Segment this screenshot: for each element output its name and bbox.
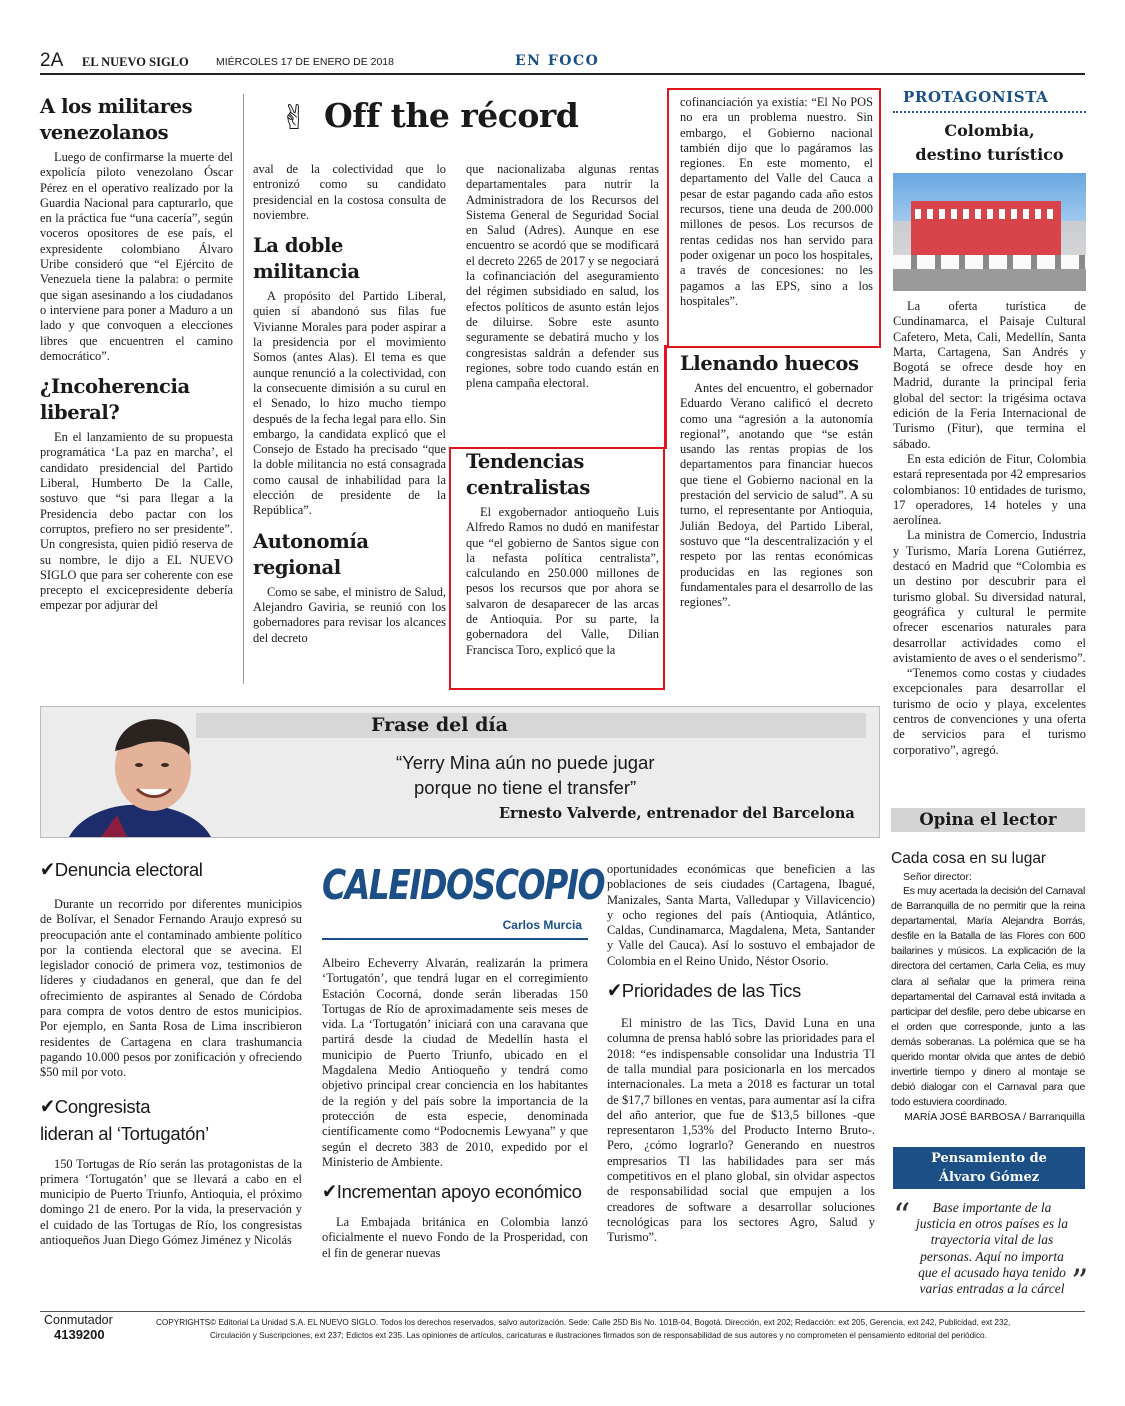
issue-date: MIÉRCOLES 17 DE ENERO DE 2018 [216,56,394,68]
pensamiento-label-1: Pensamiento de [931,1151,1047,1166]
highlight-connector [664,345,667,449]
caleidoscopio-logo [322,860,605,944]
headline-incoherencia: ¿Incoherencia liberal? [40,375,190,425]
header-rule [40,73,1085,75]
opina-signature: MARÍA JOSÉ BARBOSA / Barranquilla [904,1111,1085,1124]
caleidoscopio-title: CALEIDOSCOPIO [322,860,605,909]
column-4 [680,95,873,309]
column-1 [40,94,233,614]
section-name: EN FOCO [515,53,600,69]
caleidoscopio-author: Carlos Murcia [502,918,582,932]
body-doble-militancia: A propósito del Partido Liberal, quien sí abandonó sus filas fue Vivianne Morales para poder aspirar a la presidencia por el movimiento Somos (antes Alas). El tema es que aunque renunció a la colectividad, con la consecuente dimisión a su curul en el Senado, lo hizo mucho tiempo después de la fecha legal para ello. Sin embargo, la candidata explicó que el Consejo de Estado ha precisado “que la doble militancia no está consagrada como causal de inhabilidad para la elección de presidente de la República”. [253,289,446,518]
body-tendencias: El exgobernador antioqueño Luis Alfredo Ramos no dudó en manifestar que “el gobierno de Santos sigue con la nefasta política centralista”, calculando en 250.000 millones de pesos los recursos que por ahora se salvaron de desaparecer de las arcas de Antioquia. Por su parte, la gobernadora del Valle, Dilian Francisca Toro, explicó que la [466,505,659,657]
quote-author: Ernesto Valverde, entrenador del Barcelona [499,805,855,822]
body-llenando-huecos: Antes del encuentro, el gobernador Eduardo Verano calificó el decreto como una “agresión a la autonomía regional”, anotando que “se están usando las rentas propias de los departamentos para financiar huecos que tiene el Gobierno nacional en la prestación del servicio de salud”. A su turno, el representante por Antioquia, Julián Bedoya, del Partido Liberal, sostuvo que “la descentralización y el respeto por las rentas económicas producidas en las regiones son fundamentales para el desarrollo de las regiones”. [680,381,874,610]
protagonista-body: La oferta turística de Cundinamarca, el Paisaje Cultural Cafetero, Meta, Cali, Medellín, Santa Marta, Cartagena, San Andrés y Bogotá se ofrece desde hoy en Madrid, durante la principal feria global del sector: la trigésima octava edición de la Feria Internacional de Turismo (Fitur), que termina el sábado. En esta edición de Fitur, Colombia estará representada por 42 empresarios colombianos: 10 entidades de turismo, 17 operadores, 14 hoteles y una aerolínea. La ministra de Comercio, Industria y Turismo, María Lorena Gutiérrez, destacó en Madrid que “Colombia es un destino por descubrir para el turismo global. Su diversidad natural, geográfica y cultural le permite ofrecer escenarios naturales para desarrollar actividades como el avistamiento de aves o el senderismo”. “Tenemos como costas y ciudades excepcionales para desarrollar el turismo de ocio y playa, excelentes centros de convenciones y una oferta de servicios para el turismo corporativo”, agregó. [893,299,1086,757]
body-apoyo: La Embajada británica en Colombia lanzó oficialmente el nuevo Fondo de la Prosperidad, con el fin de generar nuevas [322,1215,588,1260]
headline-autonomia: Autonomía regional [253,529,369,579]
opina-title: Cada cosa en su lugar [891,850,1047,867]
column-2 [253,162,446,646]
body-militares: Luego de confirmarse la muerte del expolicía piloto venezolano Óscar Pérez en el operativo realizado por la Guardia Nacional para capturarlo, que en la práctica fue “una cacería”, según voceros opositores de ese país, el expresidente colombiano Álvaro Uribe consideró que “el Ejército de Venezuela tiene la palabra: o permite que sigan asesinando a los ciudadanos o interviene para poner a Maduro a un lado y que convoquen a elecciones libres que encuentren el camino democrático”. [40,150,233,363]
check-icon: ✔ [607,978,622,1003]
fitur-photo [893,173,1086,291]
page-number: 2A [40,50,64,71]
headline-doble-militancia: La doble militancia [253,234,360,284]
body-cofinanciacion: cofinanciación ya existía: “El No POS no era un problema nuestro. Sin embargo, el Gobierno nacional también dijo que lo pagáramos las regiones. En este momento, el departamento del Valle del Cauca a pesar de estar pagando cada año estos recursos, tiene una deuda de 200.000 millones de pesos. Los recursos de rentas cedidas nos han servido para poder oxigenar un poco los hospitales, a través de concesiones: no les pagamos a las EPS, sino a los hospitales”. [680,95,873,308]
opina-label-box [891,808,1085,832]
pensamiento-label-2: Álvaro Gómez [938,1170,1040,1185]
protagonista-title: Colombia, destino turístico [915,121,1064,164]
copyright-line-1: COPYRIGHTS© Editorial La Unidad S.A. EL NUEVO SIGLO. Todos los derechos reservados, salvo autorización. Sede: Calle 25D Bis No. 101B-04, Bogotá. Dirección, ext 202; Redacción: ext 205, Gerencia, ext 242, Publicidad, ext 232, [156,1318,1011,1327]
headline-congresista: ✔Congresista [40,1093,151,1118]
column-4b [680,351,873,610]
headline-tortugaton: lideran al ‘Tortugatón’ [40,1122,209,1144]
cal-column-3 [607,862,875,1246]
headline-llenando-huecos: Llenando huecos [680,352,859,375]
footer-rule [40,1311,1085,1312]
body-tortugaton: 150 Tortugas de Río serán las protagonistas de la primera ‘Tortugatón’ que se llevará a cabo en el municipio de Puerto Triunfo, Antioquia, el próximo domingo 21 de enero. Por la vida, la preservación y el cuidado de las Tortugas de Río, los congresistas antioqueños Juan Diego Gómez Jiménez y Nicolás [40,1156,302,1248]
column-divider [243,94,244,684]
body-tics: El ministro de las Tics, David Luna en una columna de prensa habló sobre las prioridades para el 2018: “es indispensable consolidar una Industria TI de talla mundial para posicionarla en los mercados internacionales. La meta a 2018 es facturar un total de $17,7 billones en ventas, para aumentar así la cifra del año anterior, que fue de $13,5 billones -que representaron 1,53% del Producto Interno Bruto-. Pero, ¿cómo lograrlo? Generando en nuestros empresarios TI las habilidades para ser más competitivos en el plano global, sin olvidar aspectos de responsabilidad social que empujen a los creadores de software a desarrollar soluciones tecnológicas para los sectores Agro, Salud y Turismo”. [607,1016,875,1245]
body-tortugaton-cont: Albeiro Echeverry Alvarán, realizarán la primera ‘Tortugatón’, que tendrá lugar en el corregimiento Estación Cocorná, donde serán liberadas 150 Tortugas de Río de aproximadamente seis meses de vida. La ‘Tortugatón’ iniciará con una caravana que partirá desde la ciudad de Medellín hasta el municipio de Puerto Triunfo, ubicado en el Magdalena Medio Antioqueño y tendrá como objetivo principal crear conciencia en los habitantes de la región y del país sobre la importancia de la protección de esta especie, denominada científicamente como “Podocnemis Lewyana” y que según el decreto 383 de 2010, expedido por el Ministerio de Ambiente. [322,956,588,1169]
speaker-photo [61,707,231,837]
off-record-title: Off the récord [324,96,579,135]
opina-salute: Señor director: [903,871,972,883]
frase-label: Frase del día [371,714,508,736]
cal-column-1 [40,858,302,1248]
protagonista-panel [893,88,1086,758]
body-apoyo-cont: oportunidades económicas que beneficien a las poblaciones de seis ciudades (Cartagena, Ibagué, Manizales, Santa Marta, Valledupar y Villavicencio) y ocho regiones del país (Antioquia, Atlántico, Caldas, Cundinamarca, Magdalena, Meta, Santander y Valle del Cauca). Así lo sostuvo el embajador de Colombia en el Reino Unido, Néstor Osorio. [607,862,875,968]
body-incoherencia: En el lanzamiento de su propuesta programática ‘La paz en marcha’, el candidato presidencial del Partido Liberal, Humberto De la Calle, sostuvo que “si para llegar a la Presidencia debo pactar con los corruptos, prefiero no ser presidente”. Un congresista, quien pidió reserva de su nombre, le dijo a EL NUEVO SIGLO que para ser coherente con ese precepto el excicepresidente debería empezar por adjurar del [40,430,233,613]
body-denuncia: Durante un recorrido por diferentes municipios de Bolívar, el Senador Fernando Araujo expresó su preocupación ante el contaminado ambiente político por la contienda electoral que se avecina. El legislador conoció de primera voz, testimonios de líderes y ciudadanos en general, que dan fe del ofrecimiento de aspirantes al Senado de Córdoba para compra de votos dentro de estos municipios. Por ejemplo, en Santa Rosa de Lima inscribieron residentes de Cartagena en clara trashumancia pagando 10.000 pesos por zonificación y ofreciendo $50 mil por voto. [40,897,302,1080]
switchboard-label: Conmutador [44,1313,113,1327]
frase-header-band [196,713,866,738]
pensamiento-quote: Base importante de la justicia en otros países es la trayectoria vital de las personas. Aquí no importa que el acusado haya tenido varias entradas a la cárcel [915,1200,1069,1297]
headline-tics: ✔Prioridades de las Tics [607,978,801,1003]
quote-line-2: porque no tiene el transfer” [414,777,637,798]
headline-militares: A los militares venezolanos [40,95,193,144]
victory-hand-icon: ✌ [280,98,309,138]
opina-body: Es muy acertada la decisión del Carnaval de Barranquilla de no permitir que la reina departamental, María Alejandra Borrás, desfile en la Batalla de las Flores con 600 bailarines y músicos. La explicación de la directora del certamen, Carla Celia, es muy clara al señalar que la primera reina departamental del Carnaval está invitada a participar del desfile, pero debe ubicarse en el orden que corresponde, junto a las demás soberanas. La polémica que se ha querido montar olvida que antes de debió invertirle tiempo y dinero al montaje se debió dialogar con el Carnaval para que todo estuviera coordinado. [891,885,1085,1109]
body-autonomia: Como se sabe, el ministro de Salud, Alejandro Gaviria, se reunió con los gobernadores para revisar los alcances del decreto [253,584,446,645]
column-3b [466,449,659,658]
close-quote-mark: ” [1071,1262,1089,1302]
headline-apoyo: ✔Incrementan apoyo económico [322,1179,582,1204]
headline-tendencias: Tendencias centralistas [466,450,590,499]
protagonista-label: PROTAGONISTA [903,88,1049,106]
headline-denuncia: ✔Denuncia electoral [40,857,203,881]
check-icon: ✔ [40,857,55,881]
switchboard-number: 4139200 [54,1327,105,1342]
cal-column-2 [322,956,588,1261]
opina-label: Opina el lector [919,810,1057,829]
page-header [40,50,1085,72]
protagonista-dotted-rule [893,111,1086,113]
quote-line-1: “Yerry Mina aún no puede jugar [396,752,655,773]
check-icon: ✔ [322,1179,337,1204]
opina-panel [891,808,1085,1125]
newspaper-name: EL NUEVO SIGLO [82,55,189,69]
pensamiento-label-box [893,1147,1085,1189]
frase-del-dia-panel [40,706,880,838]
body-aval: aval de la colectividad que lo entronizó como su candidato presidencial en la costosa consulta de noviembre. [253,162,446,222]
off-record-header [280,94,660,148]
open-quote-mark: “ [893,1196,911,1236]
caleidoscopio-rule [322,938,588,940]
copyright-line-2: Circulación y Suscripciones, ext 237; Edictos ext 235. Las opiniones de artículos, caricaturas e ilustraciones firmados son de responsabilidad de sus autores y no comprometen el pensamiento editorial del periódico. [210,1331,987,1340]
check-icon: ✔ [40,1093,55,1118]
column-3 [466,162,659,391]
body-rentas: que nacionalizaba algunas rentas departamentales para nutrir la Administradora de los Recursos del Sistema General de Seguridad Social en Salud (Adres). Aunque en ese encuentro se acordó que se modificará el decreto 2265 de 2017 y se negociará la cofinanciación del aseguramiento del régimen subsidiado en salud, los efectos políticos de asunto están lejos de diluirse. Sobre este asunto seguramente se debatirá mucho y los congresistas saldrán a defender sus regiones, sobre todo cuando están en plena campaña electoral. [466,162,660,391]
